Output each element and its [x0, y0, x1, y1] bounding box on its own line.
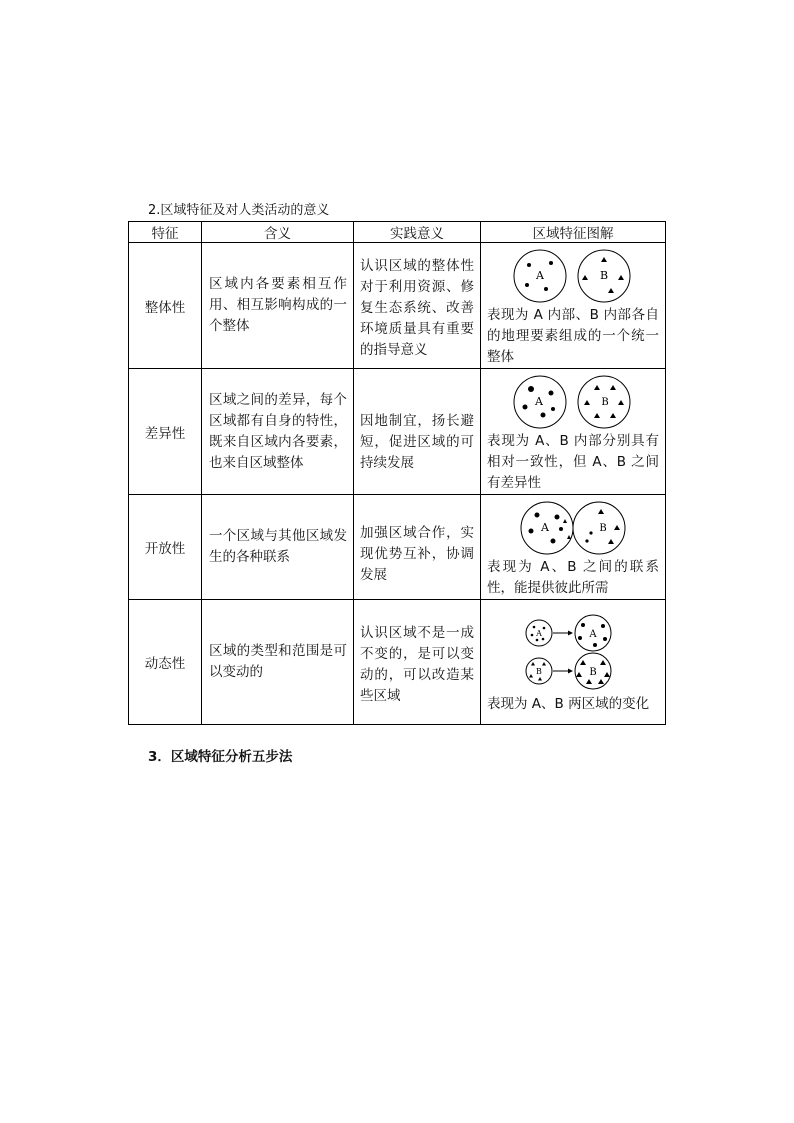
- region-b-label: B: [599, 523, 607, 534]
- region-a-label: A: [541, 521, 549, 534]
- feature-cell: 差异性: [129, 369, 202, 495]
- feature-cell: 整体性: [129, 243, 202, 369]
- dynamic-diagram: [513, 614, 633, 692]
- feature-cell: 动态性: [129, 600, 202, 725]
- diagram-caption: 表现为 A 内部、B 内部各自的地理要素组成的一个统一整体: [487, 307, 659, 365]
- header-diagram: 区域特征图解: [481, 222, 666, 243]
- header-meaning: 含义: [202, 222, 354, 243]
- diagram-caption: 表现为 A、B 之间的联系性，能提供彼此所需: [487, 559, 659, 596]
- region-b-label: B: [599, 269, 609, 282]
- table-row: [129, 369, 666, 495]
- table-row: [129, 600, 666, 725]
- region-b-label: B: [601, 397, 609, 408]
- diagram-cell: [481, 243, 666, 369]
- region-a-small-label: A: [536, 628, 542, 638]
- integrity-diagram: [513, 247, 633, 305]
- diagram-caption: 表现为 A、B 内部分别具有相对一致性，但 A、B 之间有差异性: [487, 433, 659, 491]
- practice-cell: [354, 243, 481, 369]
- meaning-text: 区域内各要素相互作用、相互影响构成的一个整体: [209, 276, 347, 334]
- practice-cell: [354, 600, 481, 725]
- meaning-cell: [202, 243, 354, 369]
- diagram-cell: [481, 495, 666, 600]
- section-heading-step3: 3．区域特征分析五步法: [148, 749, 293, 765]
- meaning-text: 区域之间的差异，每个区域都有自身的特性，既来自区域内各要素，也来自区域整体: [209, 391, 347, 471]
- practice-text: 认识区域的整体性对于利用资源、修复生态系统、改善环境质量具有重要的指导意义: [360, 258, 474, 358]
- table-caption: 2.区域特征及对人类活动的意义: [148, 203, 330, 218]
- region-b-small-label: B: [536, 666, 542, 676]
- region-b-large-label: B: [589, 666, 597, 678]
- practice-text: 因地制宜，扬长避短，促进区域的可持续发展: [360, 413, 474, 471]
- header-practice: 实践意义: [354, 222, 481, 243]
- region-a-label: A: [535, 395, 543, 408]
- openness-diagram: [513, 499, 633, 557]
- meaning-text: 一个区域与其他区域发生的各种联系: [209, 528, 347, 565]
- meaning-cell: [202, 600, 354, 725]
- diagram-caption: 表现为 A、B 两区域的变化: [487, 695, 650, 712]
- feature-cell: 开放性: [129, 495, 202, 600]
- table-row: [129, 243, 666, 369]
- meaning-cell: [202, 369, 354, 495]
- diagram-cell: [481, 600, 666, 725]
- table-row: [129, 495, 666, 600]
- table-header-row: [129, 222, 666, 243]
- practice-cell: [354, 495, 481, 600]
- header-feature: 特征: [129, 222, 202, 243]
- practice-cell: [354, 369, 481, 495]
- meaning-text: 区域的类型和范围是可以变动的: [209, 643, 347, 680]
- difference-diagram: [513, 373, 633, 431]
- region-features-table: [128, 221, 666, 725]
- meaning-cell: [202, 495, 354, 600]
- practice-text: 认识区域不是一成不变的，是可以变动的，可以改造某些区域: [360, 625, 474, 704]
- diagram-cell: [481, 369, 666, 495]
- region-a-label: A: [536, 269, 544, 282]
- region-a-large-label: A: [589, 628, 597, 640]
- practice-text: 加强区域合作，实现优势互补，协调发展: [360, 524, 474, 583]
